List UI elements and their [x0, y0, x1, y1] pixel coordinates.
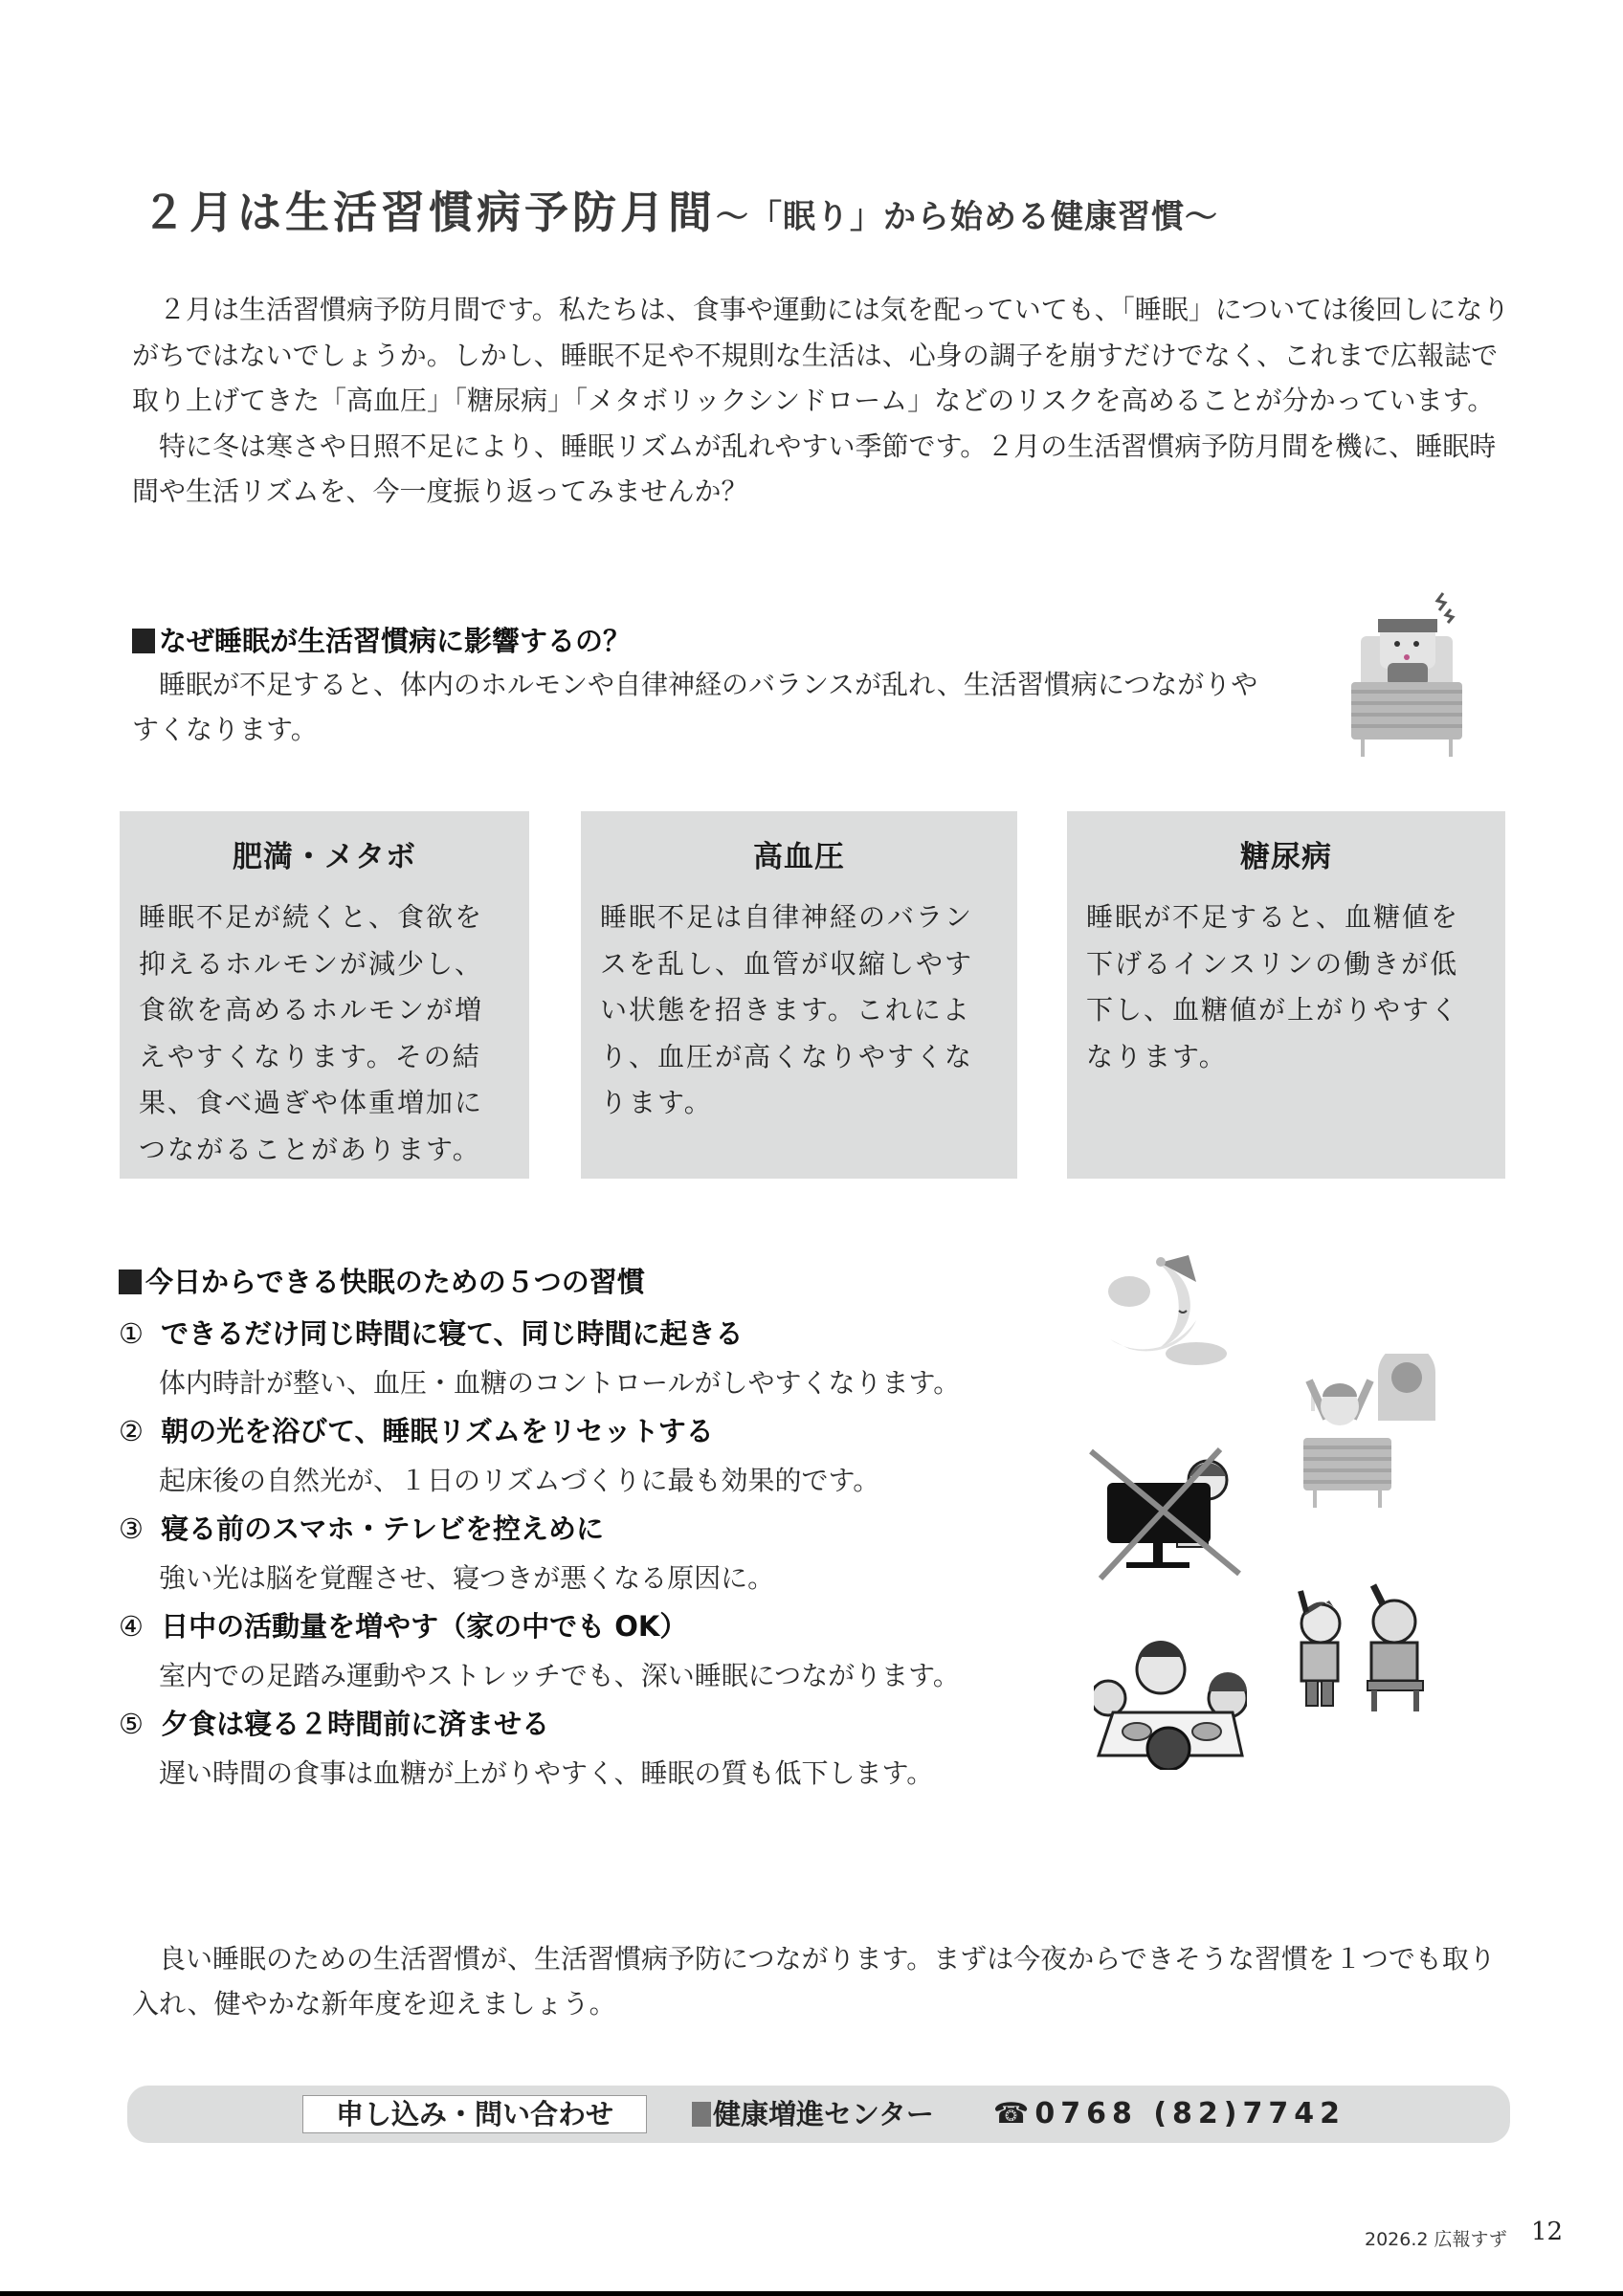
why-heading: なぜ睡眠が生活習慣病に影響するの？	[132, 620, 631, 659]
contact-phone: ☎0768 (82)7742	[993, 2097, 1345, 2130]
square-bullet-icon	[692, 2102, 711, 2127]
box-title: 糖尿病	[1240, 840, 1332, 874]
habit-desc: 起床後の自然光が、１日のリズムづくりに最も効果的です。	[159, 1465, 880, 1496]
habits-heading: 今日からできる快眠のための５つの習慣	[119, 1261, 1076, 1310]
apply-inquiry-label: 申し込み・問い合わせ	[302, 2095, 647, 2133]
family-dinner-illustration	[1094, 1636, 1247, 1770]
contact-center: 健康増進センター	[692, 2095, 934, 2133]
sleeping-moon-illustration	[1101, 1253, 1234, 1368]
habit-desc: 室内での足踏み運動やストレッチでも、深い睡眠につながります。	[159, 1660, 960, 1691]
box-body: 睡眠が不足すると、血糖値を下げるインスリンの働きが低下し、血糖値が上がりやすくなります。	[1086, 901, 1460, 1072]
square-bullet-icon	[132, 629, 155, 653]
intro-paragraph: ２月は生活習慣病予防月間です。私たちは、食事や運動には気を配っていても、「睡眠」については後回しになりがちではないでしょうか。しかし、睡眠不足や不規則な生活は、心身の調子を崩すだけでなく、これまで広報誌で取り上げてきた「高血圧」「糖尿病」「メタボリックシンドローム」などのリスクを高めることが分かっています。	[132, 294, 1510, 416]
habit-desc: 体内時計が整い、血圧・血糖のコントロールがしやすくなります。	[159, 1367, 961, 1399]
page-title-main: ２月は生活習慣病予防月間	[142, 187, 716, 238]
habit-title: ④ 日中の活動量を増やす（家の中でも OK）	[119, 1610, 688, 1643]
habit-title: ⑤ 夕食は寝る２時間前に済ませる	[119, 1708, 550, 1740]
page-title-sub: ～「眠り」から始める健康習慣～	[716, 198, 1218, 236]
box-body: 睡眠不足は自律神経のバランスを乱し、血管が収縮しやすい状態を招きます。これにより、血圧が高くなりやすくなります。	[600, 901, 974, 1118]
info-box-diabetes	[1067, 811, 1505, 1179]
habit-title: ③ 寝る前のスマホ・テレビを控えめに	[119, 1512, 604, 1545]
waking-child-illustration	[1301, 1354, 1435, 1512]
box-body: 睡眠不足が続くと、食欲を抑えるホルモンが減少し、食欲を高めるホルモンが増えやすくなります。その結果、食べ過ぎや体重増加につながることがあります。	[139, 901, 484, 1165]
habits-section	[119, 1261, 1076, 1798]
phone-icon: ☎	[993, 2097, 1035, 2130]
info-box-obesity	[120, 811, 529, 1179]
intro-section	[132, 287, 1510, 515]
box-title: 肥満・メタボ	[233, 840, 416, 874]
closing-paragraph: 良い睡眠のための生活習慣が、生活習慣病予防につながります。まずは今夜からできそうな習慣を１つでも取り入れ、健やかな新年度を迎えましょう。	[132, 1943, 1496, 2020]
habit-title: ② 朝の光を浴びて、睡眠リズムをリセットする	[119, 1415, 714, 1447]
contact-bar	[127, 2086, 1510, 2143]
bottom-rule	[0, 2291, 1623, 2296]
stretching-exercise-illustration	[1287, 1583, 1440, 1717]
square-bullet-icon	[119, 1269, 142, 1294]
page-number: 12	[1531, 2218, 1564, 2246]
intro-paragraph: 特に冬は寒さや日照不足により、睡眠リズムが乱れやすい季節です。２月の生活習慣病予防月間を機に、睡眠時間や生活リズムを、今一度振り返ってみませんか？	[132, 430, 1497, 507]
habit-desc: 遅い時間の食事は血糖が上がりやすく、睡眠の質も低下します。	[159, 1757, 934, 1789]
issue-label: 2026.2 広報すず	[1365, 2229, 1507, 2250]
habit-title: ① できるだけ同じ時間に寝て、同じ時間に起きる	[119, 1317, 744, 1350]
habit-desc: 強い光は脳を覚醒させ、寝つきが悪くなる原因に。	[159, 1562, 775, 1594]
sleepless-person-illustration	[1340, 588, 1474, 761]
page-title	[142, 178, 1218, 241]
why-body: 睡眠が不足すると、体内のホルモンや自律神経のバランスが乱れ、生活習慣病につながりやすくなります。	[132, 669, 1258, 745]
box-title: 高血圧	[753, 840, 845, 874]
info-box-hypertension	[581, 811, 1017, 1179]
no-tv-illustration	[1086, 1440, 1249, 1583]
